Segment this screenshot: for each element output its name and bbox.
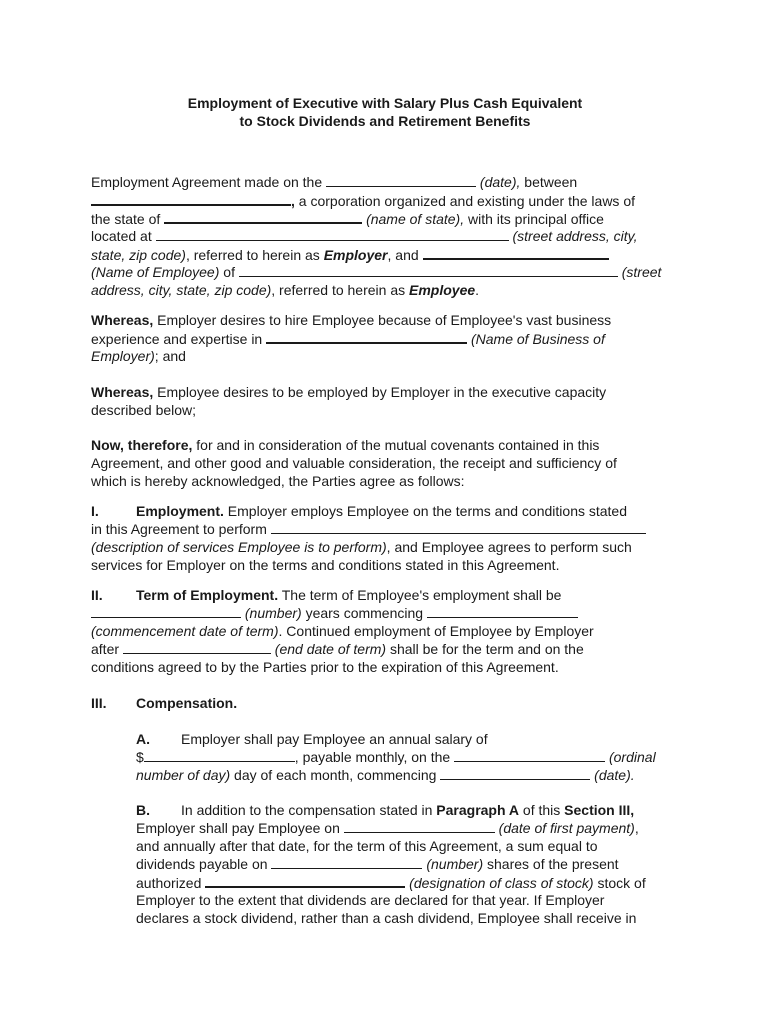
paragraph-label: B. [136, 802, 150, 818]
paragraph-b-line-3: and annually after that date, for the term of this Agreement, a sum equal to [136, 838, 598, 854]
section-number: III. [91, 695, 107, 711]
intro-text: between [520, 174, 578, 190]
intro-line-4 [91, 227, 638, 245]
now-text: for and in consideration of the mutual covenants contained in this [192, 437, 600, 453]
intro-line-2 [91, 191, 635, 210]
section-text: , and Employee agrees to perform such [386, 539, 632, 555]
paragraph-text: dividends payable on [136, 856, 272, 872]
hint-date: (date). [594, 767, 635, 783]
paragraph-b-line-6: Employer to the extent that dividends are declared for that year. If Employer [136, 892, 605, 908]
hint-business-name: (Name of Business of [471, 331, 605, 347]
hint-employer: Employer) [91, 348, 155, 364]
salary-start-date-blank[interactable] [440, 766, 590, 780]
document-title-line-1: Employment of Executive with Salary Plus Cash Equivalent [187, 95, 583, 111]
dollar-sign: $ [136, 749, 144, 765]
services-blank[interactable] [271, 520, 646, 534]
intro-text: , referred to herein as [271, 282, 410, 298]
section-number: II. [91, 587, 103, 603]
intro-text: of [219, 264, 239, 280]
intro-text: a corporation organized and existing under the laws of [294, 193, 635, 209]
hint-stock-class: (designation of class of stock) [409, 875, 594, 891]
business-name-blank[interactable] [266, 329, 467, 344]
comma: , [634, 820, 639, 836]
hint-street: (street [621, 264, 662, 280]
section-2-line-3 [91, 622, 594, 640]
whereas-text: experience and expertise in [91, 331, 267, 347]
whereas-text: Employee desires to be employed by Employer in the executive capacity [153, 384, 607, 400]
section-1-line-2 [91, 520, 646, 538]
section-text: in this Agreement to perform [91, 521, 271, 537]
section-text: Employer employs Employee on the terms and conditions stated [223, 503, 628, 519]
hint-date-first-payment: (date of first payment) [498, 820, 635, 836]
section-ref: Section III, [564, 802, 635, 818]
paragraph-text: shares of the present [483, 856, 619, 872]
employer-term: Employer [323, 247, 388, 263]
hint-address: address, city, state, zip code) [91, 282, 272, 298]
hint-state-zip: state, zip code) [91, 247, 186, 263]
intro-line-6 [91, 263, 661, 281]
now-line-1 [91, 436, 599, 454]
hint-ordinal: (ordinal [608, 749, 656, 765]
whereas-text: ; and [154, 348, 186, 364]
section-text: years commencing [301, 605, 427, 621]
paragraph-a-line-2 [136, 748, 656, 766]
whereas1-line-2 [91, 329, 605, 348]
employee-term: Employee [409, 282, 476, 298]
period: . [475, 282, 480, 298]
section-heading: Compensation. [136, 695, 238, 711]
paragraph-text: In addition to the compensation stated in [181, 802, 437, 818]
intro-text: Employment Agreement made on the [91, 174, 327, 190]
intro-line-5 [91, 245, 609, 264]
stock-class-blank[interactable] [205, 873, 405, 888]
hint-date: (date), [479, 174, 521, 190]
now-line-3: which is hereby acknowledged, the Parties agree as follows: [91, 473, 465, 489]
paragraph-a-line-3 [136, 766, 635, 784]
intro-line-1 [91, 173, 577, 191]
term-years-blank[interactable] [91, 604, 241, 618]
section-number: I. [91, 503, 99, 519]
paragraph-b-line-2 [136, 819, 639, 837]
office-address-blank[interactable] [156, 227, 509, 241]
hint-street-address: (street address, city, [512, 228, 638, 244]
paragraph-text: Employer shall pay Employee on [136, 820, 344, 836]
paragraph-ref: Paragraph A [436, 802, 520, 818]
end-date-blank[interactable] [123, 640, 271, 654]
date-blank[interactable] [326, 173, 476, 187]
hint-commencement-date: (commencement date of term) [91, 623, 279, 639]
whereas2-line-1 [91, 383, 606, 401]
intro-text: the state of [91, 211, 165, 227]
salary-amount-blank[interactable] [144, 748, 295, 762]
section-2-line-2 [91, 604, 578, 622]
paragraph-label: A. [136, 731, 150, 747]
section-text: shall be for the term and on the [386, 641, 584, 657]
whereas1-line-1 [91, 311, 611, 329]
whereas-label: Whereas, [91, 312, 154, 328]
paragraph-text: of this [519, 802, 565, 818]
hint-name-of-employee: (Name of Employee) [91, 264, 220, 280]
intro-line-3 [91, 209, 604, 228]
paragraph-b-line-5 [136, 873, 646, 892]
paragraph-b-line-4 [136, 855, 619, 873]
hint-number-of-day: number of day) [136, 767, 231, 783]
intro-text: , referred to herein as [185, 247, 324, 263]
hint-number: (number) [244, 605, 302, 621]
now-line-2: Agreement, and other good and valuable consideration, the receipt and sufficiency of [91, 455, 617, 471]
section-text: after [91, 641, 123, 657]
document-title-line-2: to Stock Dividends and Retirement Benefits [239, 113, 531, 129]
section-2-line-4 [91, 640, 584, 658]
paragraph-text: authorized [136, 875, 206, 891]
section-heading: Term of Employment. [136, 587, 279, 603]
hint-services: (description of services Employee is to perform) [91, 539, 387, 555]
corporation-name-blank[interactable] [91, 191, 291, 206]
hint-end-date: (end date of term) [274, 641, 387, 657]
section-1-line-4: services for Employer on the terms and conditions stated in this Agreement. [91, 557, 560, 573]
intro-text: located at [91, 228, 156, 244]
paragraph-b-line-1 [136, 801, 634, 819]
employee-address-blank[interactable] [239, 263, 618, 277]
section-text: . Continued employment of Employee by Employer [278, 623, 594, 639]
whereas1-line-3 [91, 347, 186, 365]
whereas-label: Whereas, [91, 384, 154, 400]
first-payment-date-blank[interactable] [344, 819, 495, 833]
whereas2-line-2: described below; [91, 402, 197, 418]
employee-name-blank[interactable] [423, 245, 609, 260]
hint-name-of-state: (name of state), [366, 211, 465, 227]
section-2-line-5: conditions agreed to by the Parties prior to the expiration of this Agreement. [91, 659, 559, 675]
paragraph-text: stock of [593, 875, 646, 891]
pay-day-blank[interactable] [454, 748, 605, 762]
hint-number: (number) [426, 856, 484, 872]
intro-line-7 [91, 281, 479, 299]
comma: , [291, 193, 295, 209]
paragraph-text: Employer shall pay Employee an annual salary of [181, 731, 488, 747]
section-1-line-3 [91, 538, 632, 556]
shares-number-blank[interactable] [271, 855, 422, 869]
intro-text: with its principal office [464, 211, 604, 227]
section-3-heading-line [91, 694, 237, 712]
now-therefore-label: Now, therefore, [91, 437, 193, 453]
paragraph-a-line-1 [136, 730, 488, 748]
section-1-line-1 [91, 502, 627, 520]
paragraph-text: , payable monthly, on the [294, 749, 455, 765]
intro-text: , and [387, 247, 423, 263]
commencement-date-blank[interactable] [427, 604, 578, 618]
state-name-blank[interactable] [164, 209, 362, 224]
paragraph-text: day of each month, commencing [230, 767, 441, 783]
section-text: The term of Employee's employment shall be [278, 587, 562, 603]
section-heading: Employment. [136, 503, 224, 519]
paragraph-b-line-7: declares a stock dividend, rather than a cash dividend, Employee shall receive in [136, 910, 637, 926]
whereas-text: Employer desires to hire Employee because of Employee's vast business [153, 312, 612, 328]
section-2-line-1 [91, 586, 561, 604]
